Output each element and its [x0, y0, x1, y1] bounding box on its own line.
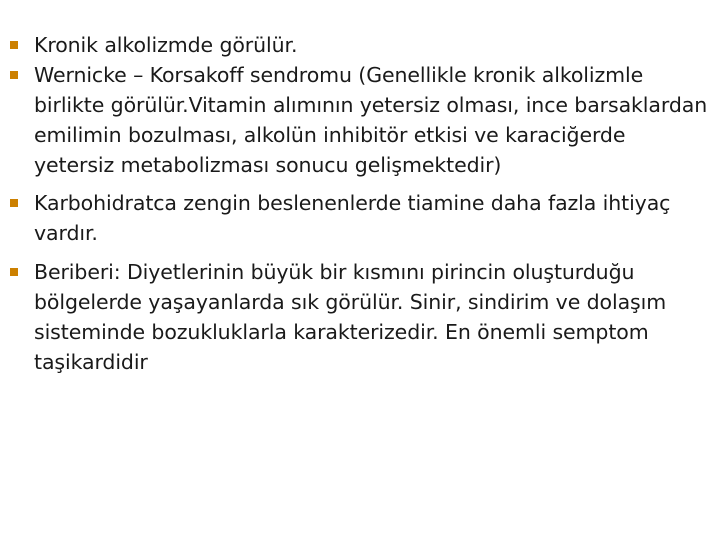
bullet-item-wernicke-korsakoff [10, 60, 710, 180]
square-bullet-icon [10, 71, 18, 79]
square-bullet-icon [10, 41, 18, 49]
bullet-item-carbohydrate [10, 188, 710, 248]
bullet-text: Beriberi: Diyetlerinin büyük bir kısmını pirincin oluşturduğu bölgelerde yaşayanlarda sık görülür. Sinir, sindirim ve dolaşım sisteminde bozukluklarla karakterizedir. En önemli semptom taşikardidir [34, 260, 667, 374]
bullet-text: Wernicke – Korsakoff sendromu (Genellikle kronik alkolizmle birlikte görülür.Vitamin alımının yetersiz olması, ince barsaklardan emilimin bozulması, alkolün inhibitör etkisi ve karaciğerde yetersiz metabolizması sonucu gelişmektedir) [34, 63, 708, 177]
bullet-item-chronic-alcoholism [10, 30, 710, 60]
bullet-text: Kronik alkolizmde görülür. [34, 33, 298, 57]
bullet-text: Karbohidratca zengin beslenenlerde tiamine daha fazla ihtiyaç vardır. [34, 191, 671, 245]
square-bullet-icon [10, 268, 18, 276]
bullet-item-beriberi [10, 257, 710, 377]
bullet-list [10, 30, 710, 377]
square-bullet-icon [10, 199, 18, 207]
